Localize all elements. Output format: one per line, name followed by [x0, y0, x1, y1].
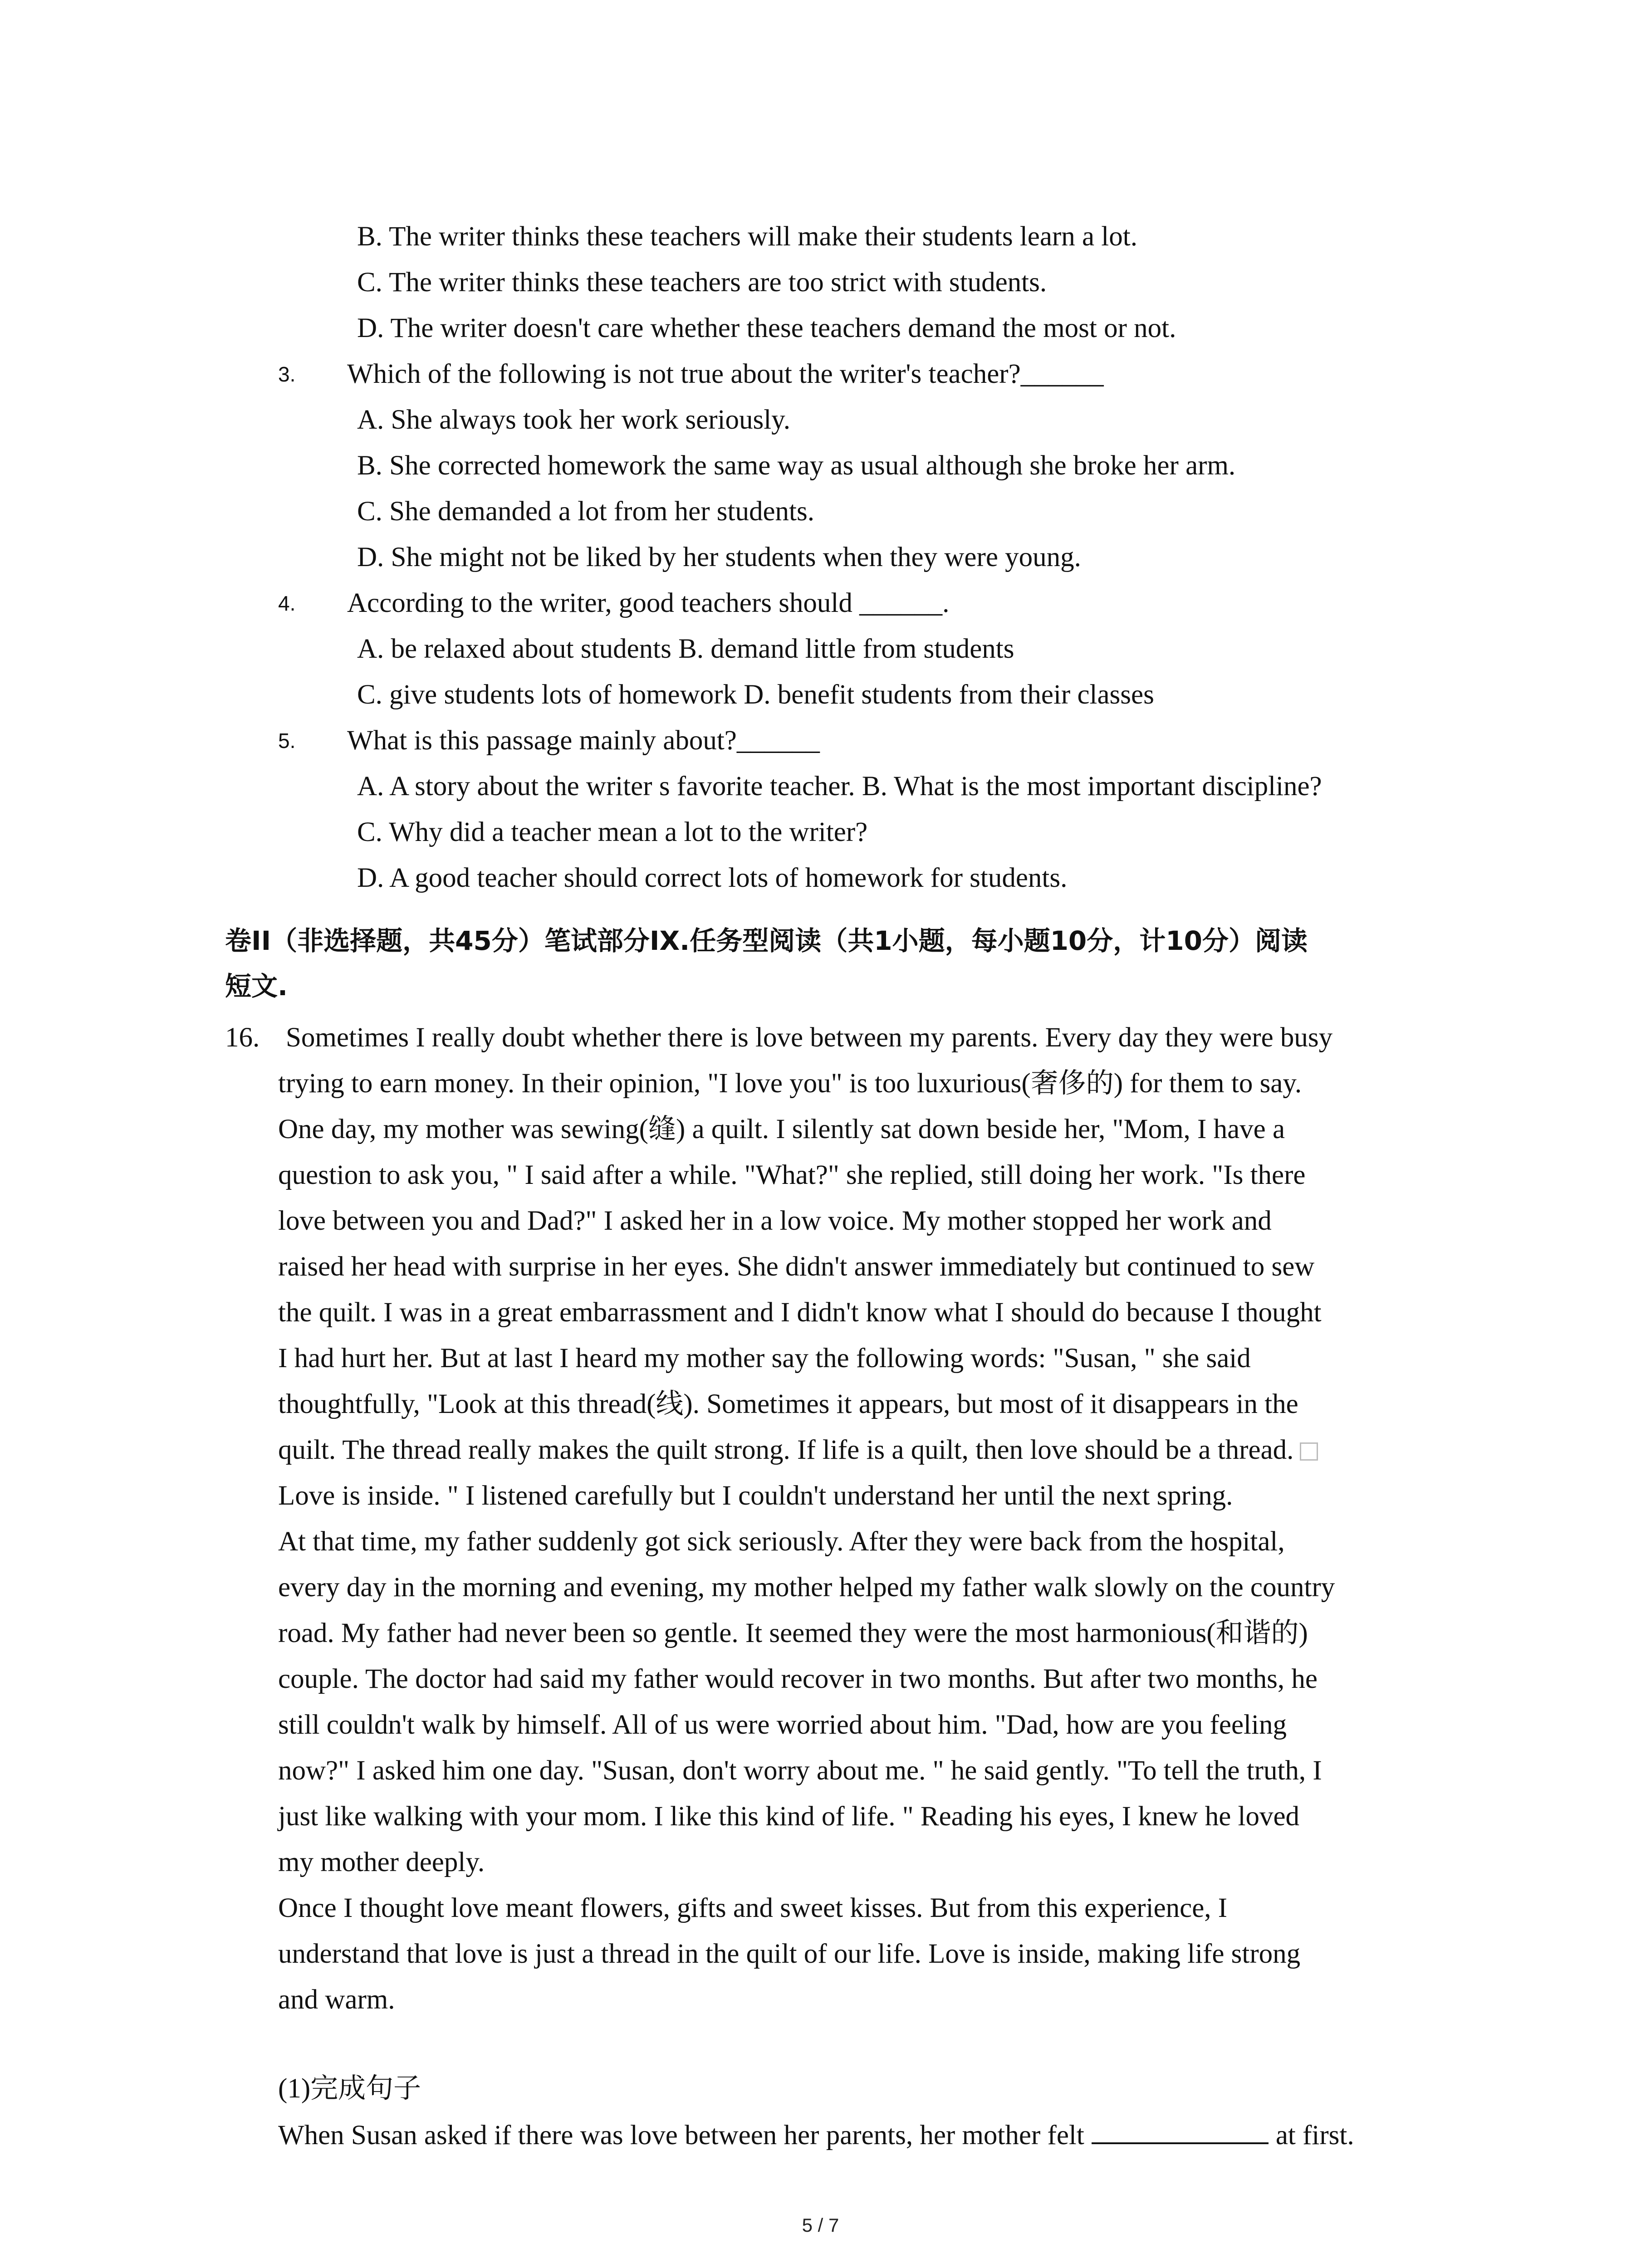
q2-option-d: D. The writer doesn't care whether these teachers demand the most or not.: [357, 313, 1176, 343]
q3-option-d: D. She might not be liked by her students when they were young.: [357, 542, 1081, 572]
passage-line-text: I had hurt her. But at last I heard my mother say the following words: "Susan, " she said: [278, 1343, 1251, 1374]
passage-line: [278, 1336, 1251, 1381]
passage-line: [278, 1198, 1272, 1244]
passage-line: [278, 1519, 1285, 1564]
passage-line-text: just like walking with your mom. I like this kind of life. " Reading his eyes, I knew he loved: [278, 1801, 1300, 1832]
passage-line-text: love between you and Dad?" I asked her in a low voice. My mother stopped her work and: [278, 1206, 1272, 1236]
passage-line: [278, 1107, 1285, 1152]
passage-line-text: thoughtfully, "Look at this thread(线). Sometimes it appears, but most of it disappears in the: [278, 1389, 1298, 1419]
q5-options-ab: A. A story about the writer s favorite teacher. B. What is the most important discipline?: [357, 771, 1322, 802]
passage-line: [278, 1153, 1306, 1198]
passage-line-text: every day in the morning and evening, my mother helped my father walk slowly on the country: [278, 1572, 1335, 1603]
fill-in-sentence-after: at first.: [1275, 2120, 1354, 2151]
passage-line-text: road. My father had never been so gentle. It seemed they were the most harmonious(和谐的): [278, 1618, 1308, 1648]
q2-option-c: C. The writer thinks these teachers are too strict with students.: [357, 267, 1047, 298]
q5-option-c: C. Why did a teacher mean a lot to the writer?: [357, 817, 868, 847]
passage-line-text: trying to earn money. In their opinion, "I love you" is too luxurious(奢侈的) for them to say.: [278, 1068, 1302, 1099]
passage-line: [278, 1565, 1335, 1610]
passage-line: [278, 1061, 1302, 1106]
fill-in-sentence-before: When Susan asked if there was love between her parents, her mother felt: [278, 2120, 1084, 2151]
passage-line: [286, 1015, 1332, 1061]
q4-options-ab: A. be relaxed about students B. demand little from students: [357, 634, 1014, 664]
q3-number: 3.: [278, 362, 296, 386]
q5-option-d: D. A good teacher should correct lots of homework for students.: [357, 863, 1068, 893]
q3-text: Which of the following is not true about the writer's teacher?______: [347, 359, 1104, 389]
passage-line: [278, 1657, 1318, 1702]
question-16-number: 16.: [225, 1022, 260, 1053]
section-heading-line2: 短文.: [225, 971, 288, 1002]
passage-line: [278, 1427, 1318, 1473]
passage-line-text: couple. The doctor had said my father would recover in two months. But after two months, he: [278, 1664, 1318, 1694]
passage-line-text: understand that love is just a thread in the quilt of our life. Love is inside, making life strong: [278, 1939, 1301, 1969]
passage-line-text: At that time, my father suddenly got sick seriously. After they were back from the hospital,: [278, 1526, 1285, 1557]
passage-line: [278, 1382, 1298, 1427]
passage-line-text: Love is inside. " I listened carefully but I couldn't understand her until the next spring.: [278, 1481, 1233, 1511]
checkbox-glyph-icon: [1300, 1442, 1318, 1461]
q3-option-c: C. She demanded a lot from her students.: [357, 496, 814, 527]
passage-line-text: my mother deeply.: [278, 1847, 485, 1877]
q4-text: According to the writer, good teachers should ______.: [347, 588, 950, 618]
passage-line: [278, 1611, 1308, 1656]
passage-line: [278, 1702, 1287, 1748]
passage-line: [278, 1840, 485, 1885]
passage-line-text: Once I thought love meant flowers, gifts and sweet kisses. But from this experience, I: [278, 1893, 1228, 1923]
passage-line: [278, 1244, 1314, 1290]
passage-line-text: question to ask you, " I said after a while. "What?" she replied, still doing her work. "Is there: [278, 1160, 1306, 1190]
passage-line: [278, 1794, 1299, 1839]
passage-line-text: and warm.: [278, 1984, 395, 2015]
q3-option-b: B. She corrected homework the same way as usual although she broke her arm.: [357, 450, 1236, 481]
passage-line: [278, 1290, 1322, 1335]
q2-option-b: B. The writer thinks these teachers will make their students learn a lot.: [357, 221, 1137, 252]
passage-line: [278, 1931, 1300, 1977]
passage-line-text: Sometimes I really doubt whether there is love between my parents. Every day they were busy: [286, 1022, 1333, 1053]
passage-line: [278, 1977, 395, 2023]
passage-line-text: now?" I asked him one day. "Susan, don't worry about me. " he said gently. "To tell the truth, I: [278, 1755, 1322, 1786]
passage-line-text: quilt. The thread really makes the quilt strong. If life is a quilt, then love should be a thread.: [278, 1435, 1294, 1465]
q5-text: What is this passage mainly about?______: [347, 725, 820, 756]
passage-line-text: One day, my mother was sewing(缝) a quilt. I silently sat down beside her, "Mom, I have a: [278, 1114, 1285, 1144]
passage-line-text: raised her head with surprise in her eyes. She didn't answer immediately but continued to sew: [278, 1251, 1315, 1282]
page-number: 5 / 7: [802, 2214, 839, 2236]
section-heading-line1: 卷II（非选择题，共45分）笔试部分IX.任务型阅读（共1小题，每小题10分，计10分）阅读: [225, 925, 1308, 956]
fill-in-sentence: [278, 2113, 1354, 2158]
sub-question-title: (1)完成句子: [278, 2073, 421, 2104]
answer-blank[interactable]: [1092, 2119, 1269, 2144]
q4-number: 4.: [278, 591, 296, 615]
q4-options-cd: C. give students lots of homework D. benefit students from their classes: [357, 679, 1154, 710]
passage-line: [278, 1473, 1233, 1519]
passage-line-text: the quilt. I was in a great embarrassment and I didn't know what I should do because I thought: [278, 1297, 1322, 1328]
passage-line: [278, 1886, 1227, 1931]
q3-option-a: A. She always took her work seriously.: [357, 405, 790, 435]
q5-number: 5.: [278, 729, 296, 753]
passage-line: [278, 1748, 1322, 1794]
passage-line-text: still couldn't walk by himself. All of us were worried about him. "Dad, how are you feeling: [278, 1710, 1287, 1740]
